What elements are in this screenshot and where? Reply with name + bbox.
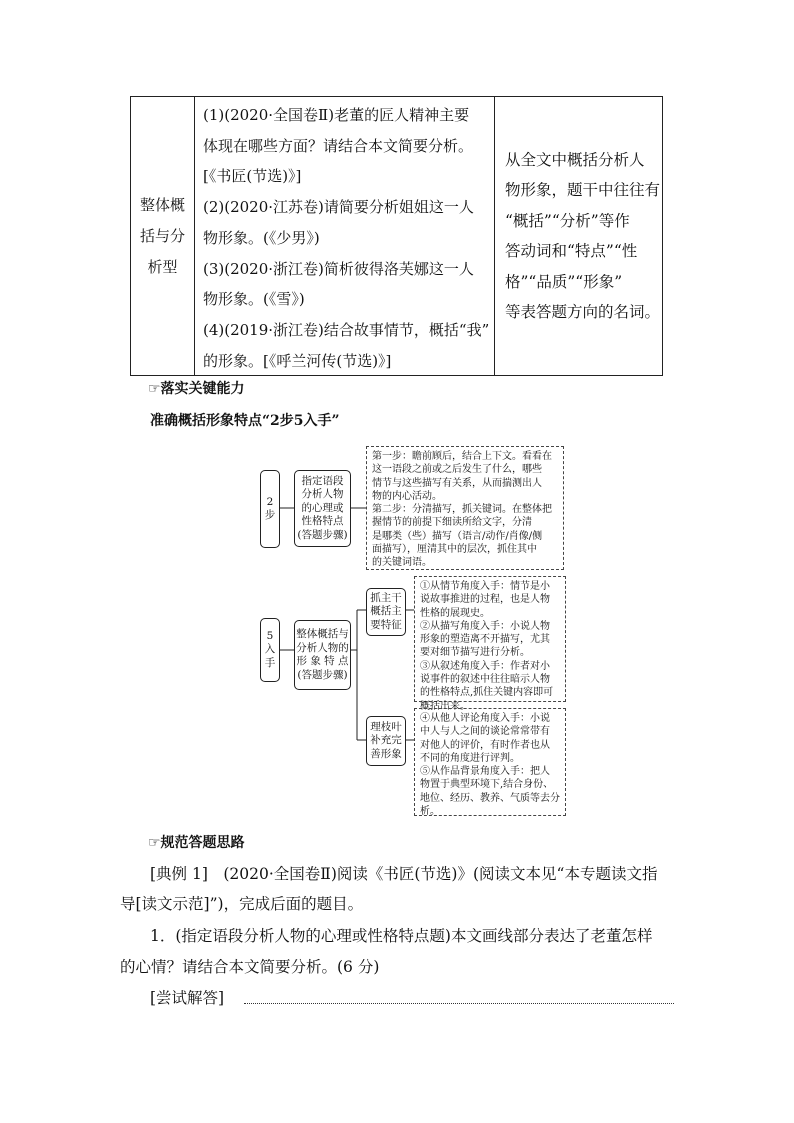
detail-line: 的关键词语。 (372, 557, 432, 569)
five-approaches-char: 5 (266, 629, 274, 642)
branch-line: 概括主 (370, 605, 402, 618)
question-line: (2)(2020·江苏卷)请简要分析姐姐这一人 (203, 198, 474, 217)
main-trunk-detail-box (414, 576, 566, 712)
detail-line: 第一步：瞻前顾后，结合上下文。看看在 (372, 451, 552, 462)
question-line: 物形象。(《少男》) (203, 228, 320, 247)
question-line: (1)(2020·全国卷Ⅱ)老董的匠人精神主要 (203, 106, 470, 124)
type-label-line: 整体概 (139, 195, 185, 214)
detail-line: 析。 (420, 806, 440, 818)
answer-blank-line[interactable] (244, 1003, 674, 1004)
detail-line: 是哪类（些）描写（语言/动作/肖像/侧 (372, 530, 543, 542)
note-line: “概括”“分析”等作 (505, 211, 630, 230)
question-line: 体现在哪些方面？请结合本文简要分析。 (203, 136, 474, 155)
note-line: 格”“品质”“形象” (505, 272, 623, 291)
branch-line: 善形象 (370, 747, 402, 760)
desc-line: (答题步骤) (297, 528, 348, 541)
type-label-line: 析型 (147, 257, 178, 276)
type-label-line: 括与分 (139, 226, 185, 245)
branch-line: 要特征 (370, 618, 402, 631)
two-steps-detail-box (366, 446, 564, 570)
two-steps-desc-node (294, 470, 351, 547)
branches-detail-box (414, 708, 566, 816)
branch-line: 补充完 (370, 734, 402, 747)
detail-line: ①从情节角度入手：情节是小 (420, 581, 550, 592)
section-heading-answer-approach: ☞规范答题思路 (148, 835, 245, 851)
detail-line: 情节与这些描写有关系，从而揣测出人 (372, 477, 542, 489)
detail-line: 物置于典型环境下,结合身份、 (420, 779, 554, 791)
branch-line: 理枝叶 (370, 720, 402, 733)
detail-line: 中人与人之间的谈论常常带有 (420, 726, 550, 738)
example-line: [典例 1] (2020·全国卷Ⅱ)阅读《书匠(节选)》(阅读文本见“本专题读文指 (150, 865, 658, 883)
two-steps-char: 2 (266, 495, 274, 508)
desc-line: 分析人物 (301, 488, 344, 501)
detail-line: 握情节的前提下细读所给文字，分清 (372, 517, 532, 529)
detail-line: 性格的展现史。 (420, 607, 490, 619)
question-line: 的心情？请结合本文简要分析。(6 分) (120, 958, 380, 976)
detail-line: 面描写），厘清其中的层次，抓住其中 (372, 544, 537, 556)
two-steps-node (260, 470, 280, 548)
two-steps-char: 步 (264, 509, 276, 521)
desc-line: 指定语段 (301, 474, 344, 487)
detail-line: ②从描写角度入手：小说人物 (420, 620, 550, 632)
note-line: 答动词和“特点”“性 (505, 242, 638, 260)
section-heading-key-ability: ☞落实关键能力 (148, 381, 245, 397)
detail-line: 概括出来。 (420, 700, 470, 712)
detail-line: 说事件的叙述中往往暗示人物 (420, 674, 550, 686)
detail-line: 第二步：分清描写，抓关键词。在整体把 (372, 504, 552, 516)
desc-line: 整体概括与 (296, 628, 349, 640)
section-subtitle: 准确概括形象特点“2步5入手” (150, 413, 340, 429)
detail-line: ④从他人评论角度入手：小说 (420, 713, 550, 724)
question-line: 的形象。[《呼兰河传(节选)》] (203, 351, 392, 370)
detail-line: 的性格特点,抓住关键内容即可 (420, 687, 554, 699)
five-approaches-char: 入 (264, 643, 276, 656)
detail-line: 物的内心活动。 (372, 490, 442, 502)
five-approaches-node (260, 618, 280, 682)
desc-line: 形 象 特 点 (296, 655, 349, 667)
desc-line: 分析人物的 (296, 641, 349, 654)
desc-line: 性格特点 (301, 515, 344, 528)
detail-line: 要对细节描写进行分析。 (420, 647, 530, 659)
question-line: 1．(指定语段分析人物的心理或性格特点题)本文画线部分表达了老董怎样 (150, 927, 653, 945)
desc-line: (答题步骤) (297, 668, 348, 681)
detail-line: 说故事推进的过程，也是人物 (420, 594, 550, 606)
note-line: 等表答题方向的名词。 (505, 303, 661, 321)
detail-line: ⑤从作品背景角度入手：把人 (420, 766, 550, 778)
detail-line: 地位、经历、教养、气质等去分 (420, 792, 560, 804)
five-approaches-desc-node (294, 620, 351, 690)
question-line: (4)(2019·浙江卷)结合故事情节，概括“我” (203, 320, 490, 339)
five-approaches-char: 手 (264, 656, 276, 669)
desc-line: 的心理或 (301, 501, 344, 514)
question-line: 物形象。(《雪》) (203, 290, 305, 309)
example-line: 导[读文示范]”)，完成后面的题目。 (120, 895, 364, 913)
detail-line: 不同的角度进行评判。 (420, 752, 520, 764)
detail-line: 对他人的评价，有时作者也从 (420, 739, 550, 751)
note-line: 从全文中概括分析人 (505, 150, 645, 169)
note-line: 物形象，题干中往往有 (505, 181, 661, 199)
detail-line: 这一语段之前或之后发生了什么，哪些 (372, 464, 542, 476)
main-trunk-node (366, 588, 406, 636)
answer-label: [尝试解答] (150, 989, 225, 1007)
branch-line: 抓主干 (370, 591, 402, 604)
detail-line: ③从叙述角度入手：作者对小 (420, 660, 550, 672)
branches-node (366, 716, 406, 766)
question-line: (3)(2020·浙江卷)简析彼得洛芙娜这一人 (203, 259, 474, 278)
question-line: [《书匠(节选)》] (203, 167, 302, 186)
detail-line: 形象的塑造离不开描写，尤其 (420, 634, 550, 646)
